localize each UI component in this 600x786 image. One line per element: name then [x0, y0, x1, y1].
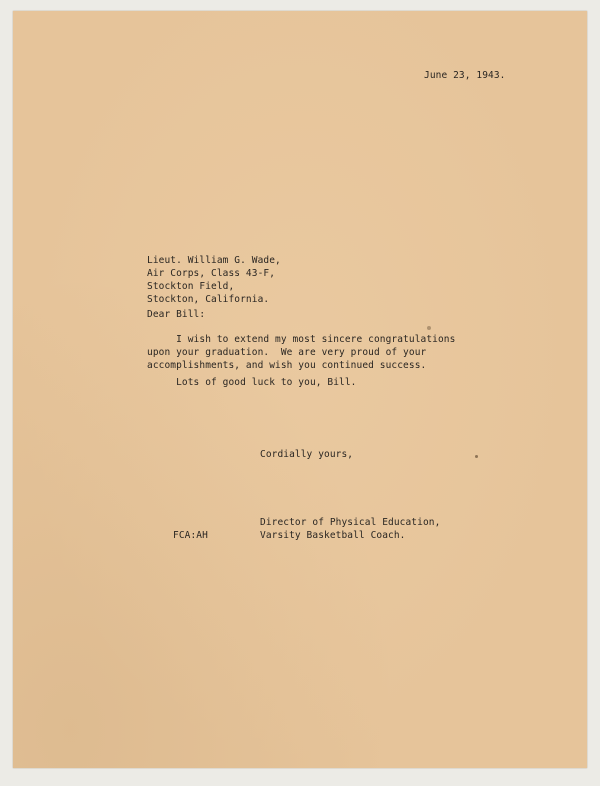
body-line: accomplishments, and wish you continued success.	[147, 360, 427, 371]
complimentary-closing: Cordially yours,	[260, 449, 354, 460]
signature-title-block	[260, 516, 440, 542]
address-line: Lieut. William G. Wade,	[147, 255, 281, 266]
body-paragraph-1	[147, 333, 455, 372]
salutation: Dear Bill:	[147, 309, 206, 320]
title-line: Varsity Basketball Coach.	[260, 530, 406, 541]
body-paragraph-2: Lots of good luck to you, Bill.	[147, 377, 357, 388]
letter-paper	[13, 11, 587, 768]
body-line: I wish to extend my most sincere congratulations	[147, 334, 456, 345]
address-line: Air Corps, Class 43-F,	[147, 268, 276, 279]
body-line: upon your graduation. We are very proud of your	[147, 347, 427, 358]
address-line: Stockton Field,	[147, 281, 235, 292]
title-line: Director of Physical Education,	[260, 517, 441, 528]
paper-speck	[475, 455, 478, 458]
paper-speck	[427, 326, 431, 330]
reference-initials: FCA:AH	[173, 530, 208, 541]
recipient-address	[147, 254, 281, 306]
address-line: Stockton, California.	[147, 294, 270, 305]
letter-date: June 23, 1943.	[424, 70, 506, 81]
